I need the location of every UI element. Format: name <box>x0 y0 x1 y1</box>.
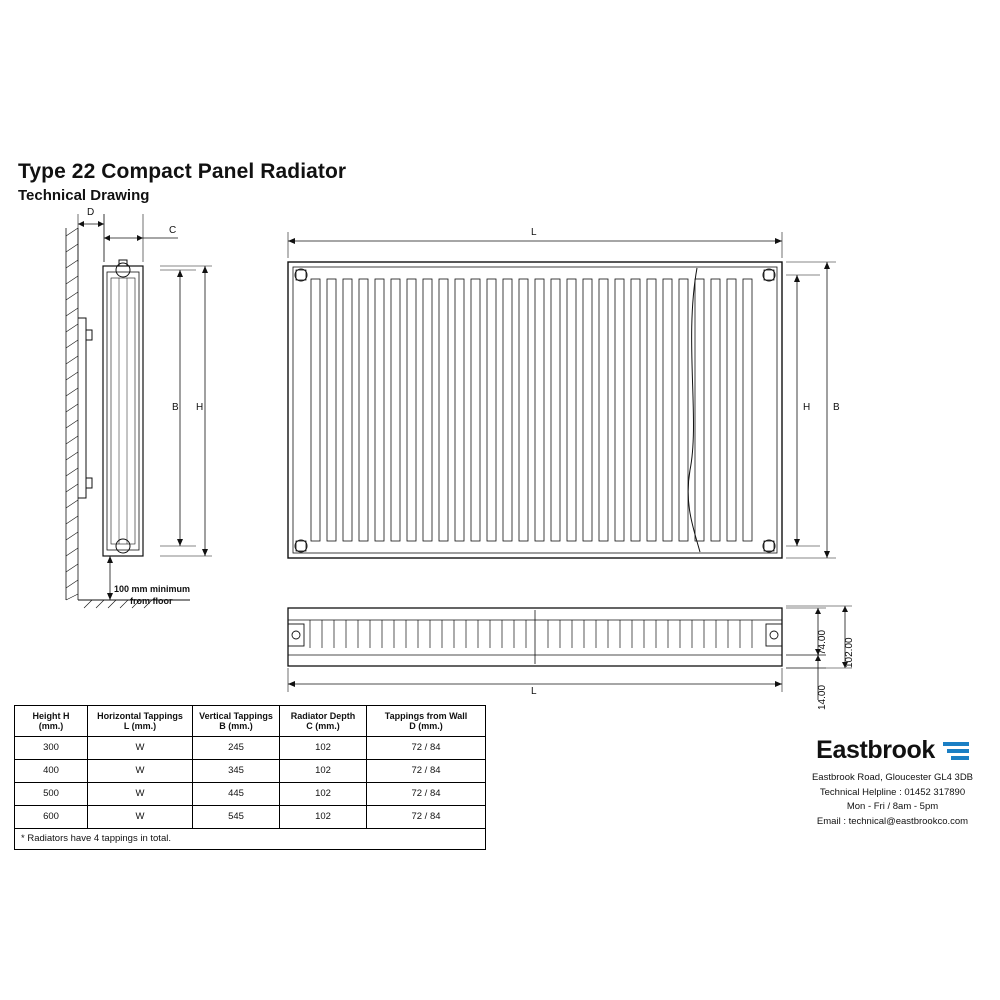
dim-label-d: D <box>87 207 95 218</box>
brand-contact-details <box>795 771 990 830</box>
dim-label-c: C <box>169 225 177 236</box>
brand-address: Eastbrook Road, Gloucester GL4 3DB <box>811 772 974 783</box>
floor-note-line-2: from floor <box>130 596 173 606</box>
dim-label-h-side: H <box>196 402 204 413</box>
brand-bars-icon <box>943 742 969 760</box>
dim-label-102: 102.00 <box>844 637 855 668</box>
brand-helpline: Technical Helpline : 01452 317890 <box>819 786 966 798</box>
dim-label-14: 14.00 <box>817 684 828 710</box>
dim-label-l-front: L <box>531 227 537 238</box>
cell-radiator-depth: 102 <box>280 760 367 783</box>
table-footnote: * Radiators have 4 tappings in total. <box>15 829 486 850</box>
cell-vertical-tappings: 545 <box>193 806 280 829</box>
cell-horizontal-tappings: W <box>88 760 193 783</box>
dim-label-b-side: B <box>172 402 179 413</box>
page-title: Type 22 Compact Panel Radiator <box>18 160 347 183</box>
table-row <box>15 737 486 760</box>
cell-horizontal-tappings: W <box>88 806 193 829</box>
specification-table <box>14 705 486 850</box>
cell-tappings-from-wall: 72 / 84 <box>367 806 486 829</box>
cell-radiator-depth: 102 <box>280 783 367 806</box>
table-header-tappings-from-wall: Tappings from Wall D (mm.) <box>367 706 486 737</box>
cell-horizontal-tappings: W <box>88 783 193 806</box>
cell-tappings-from-wall: 72 / 84 <box>367 737 486 760</box>
table-header-vertical-tappings: Vertical Tappings B (mm.) <box>193 706 280 737</box>
cell-height: 300 <box>15 737 88 760</box>
cell-radiator-depth: 102 <box>280 806 367 829</box>
table-row <box>15 760 486 783</box>
brand-email: Email : technical@eastbrookco.com <box>816 816 969 828</box>
cell-vertical-tappings: 245 <box>193 737 280 760</box>
cell-radiator-depth: 102 <box>280 737 367 760</box>
dim-label-l-top: L <box>531 686 537 697</box>
table-header-height: Height H (mm.) <box>15 706 88 737</box>
dim-label-74: 74.00 <box>817 629 828 655</box>
cell-horizontal-tappings: W <box>88 737 193 760</box>
table-footnote-row <box>15 829 486 850</box>
dim-label-b-front: B <box>833 402 840 413</box>
cell-height: 500 <box>15 783 88 806</box>
cell-tappings-from-wall: 72 / 84 <box>367 783 486 806</box>
brand-hours: Mon - Fri / 8am - 5pm <box>846 801 939 813</box>
cell-vertical-tappings: 345 <box>193 760 280 783</box>
cell-height: 400 <box>15 760 88 783</box>
brand-logo <box>795 736 990 765</box>
cell-height: 600 <box>15 806 88 829</box>
cell-vertical-tappings: 445 <box>193 783 280 806</box>
floor-note-line-1: 100 mm minimum <box>114 584 191 594</box>
brand-block <box>795 736 990 830</box>
table-row <box>15 783 486 806</box>
brand-name: Eastbrook <box>816 736 935 764</box>
table-header-radiator-depth: Radiator Depth C (mm.) <box>280 706 367 737</box>
table-header-row <box>15 706 486 737</box>
cell-tappings-from-wall: 72 / 84 <box>367 760 486 783</box>
table-header-horizontal-tappings: Horizontal Tappings L (mm.) <box>88 706 193 737</box>
page-subtitle: Technical Drawing <box>18 187 150 204</box>
table-row <box>15 806 486 829</box>
dim-label-h-front: H <box>803 402 811 413</box>
